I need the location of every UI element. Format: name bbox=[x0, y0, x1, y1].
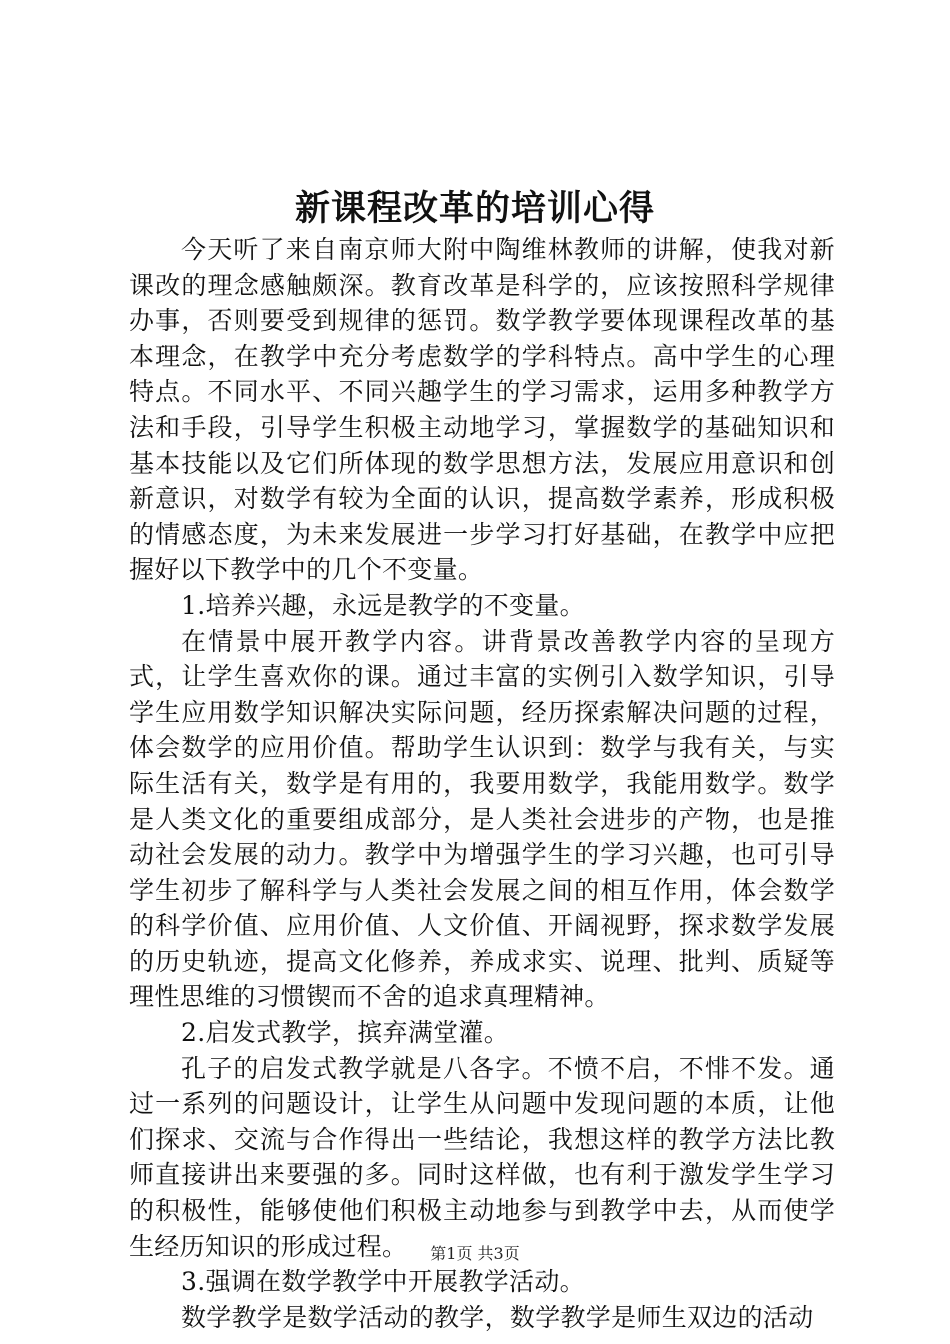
paragraph-section-1: 在情景中展开教学内容。讲背景改善教学内容的呈现方式，让学生喜欢你的课。通过丰富的实例引入数学知识，引导学生应用数学知识解决实际问题，经历探索解决问题的过程，体会数学的应用价值。帮助学生认识到：数学与我有关，与实际生活有关，数学是有用的，我要用数学，我能用数学。数学是人类文化的重要组成部分，是人类社会进步的产物，也是推动社会发展的动力。教学中为增强学生的学习兴趣，也可引导学生初步了解科学与人类社会发展之间的相互作用，体会数学的科学价值、应用价值、人文价值、开阔视野，探求数学发展的历史轨迹，提高文化修养，养成求实、说理、批判、质疑等理性思维的习惯锲而不舍的追求真理精神。 bbox=[129, 626, 835, 1012]
page-number-footer: 第1页 共3页 bbox=[430, 1244, 520, 1263]
section-heading-2: 2.启发式教学，摈弃满堂灌。 bbox=[181, 1018, 510, 1048]
document-body bbox=[129, 232, 835, 1335]
document-title: 新课程改革的培训心得 bbox=[294, 188, 655, 229]
paragraph-intro: 今天听了来自南京师大附中陶维林教师的讲解，使我对新课改的理念感触颇深。教育改革是科学的，应该按照科学规律办事，否则要受到规律的惩罚。数学教学要体现课程改革的基本理念，在教学中充分考虑数学的学科特点。高中学生的心理特点。不同水平、不同兴趣学生的学习需求，运用多种教学方法和手段，引导学生积极主动地学习，掌握数学的基础知识和基本技能以及它们所体现的数学思想方法，发展应用意识和创新意识，对数学有较为全面的认识，提高数学素养，形成积极的情感态度，为未来发展进一步学习打好基础，在教学中应把握好以下教学中的几个不变量。 bbox=[129, 235, 835, 585]
section-heading-3: 3.强调在数学教学中开展教学活动。 bbox=[181, 1267, 585, 1297]
section-heading-1: 1.培养兴趣，永远是教学的不变量。 bbox=[181, 590, 585, 620]
paragraph-section-2: 孔子的启发式教学就是八各字。不愤不启，不悱不发。通过一系列的问题设计，让学生从问题中发现问题的本质，让他们探求、交流与合作得出一些结论，我想这样的教学方法比教师直接讲出来要强的多。同时这样做，也有利于激发学生学习的积极性，能够使他们积极主动地参与到教学中去，从而使学生经历知识的形成过程。 bbox=[129, 1053, 835, 1261]
paragraph-section-3: 数学教学是数学活动的教学，数学教学是师生双边的活动 bbox=[181, 1302, 814, 1332]
